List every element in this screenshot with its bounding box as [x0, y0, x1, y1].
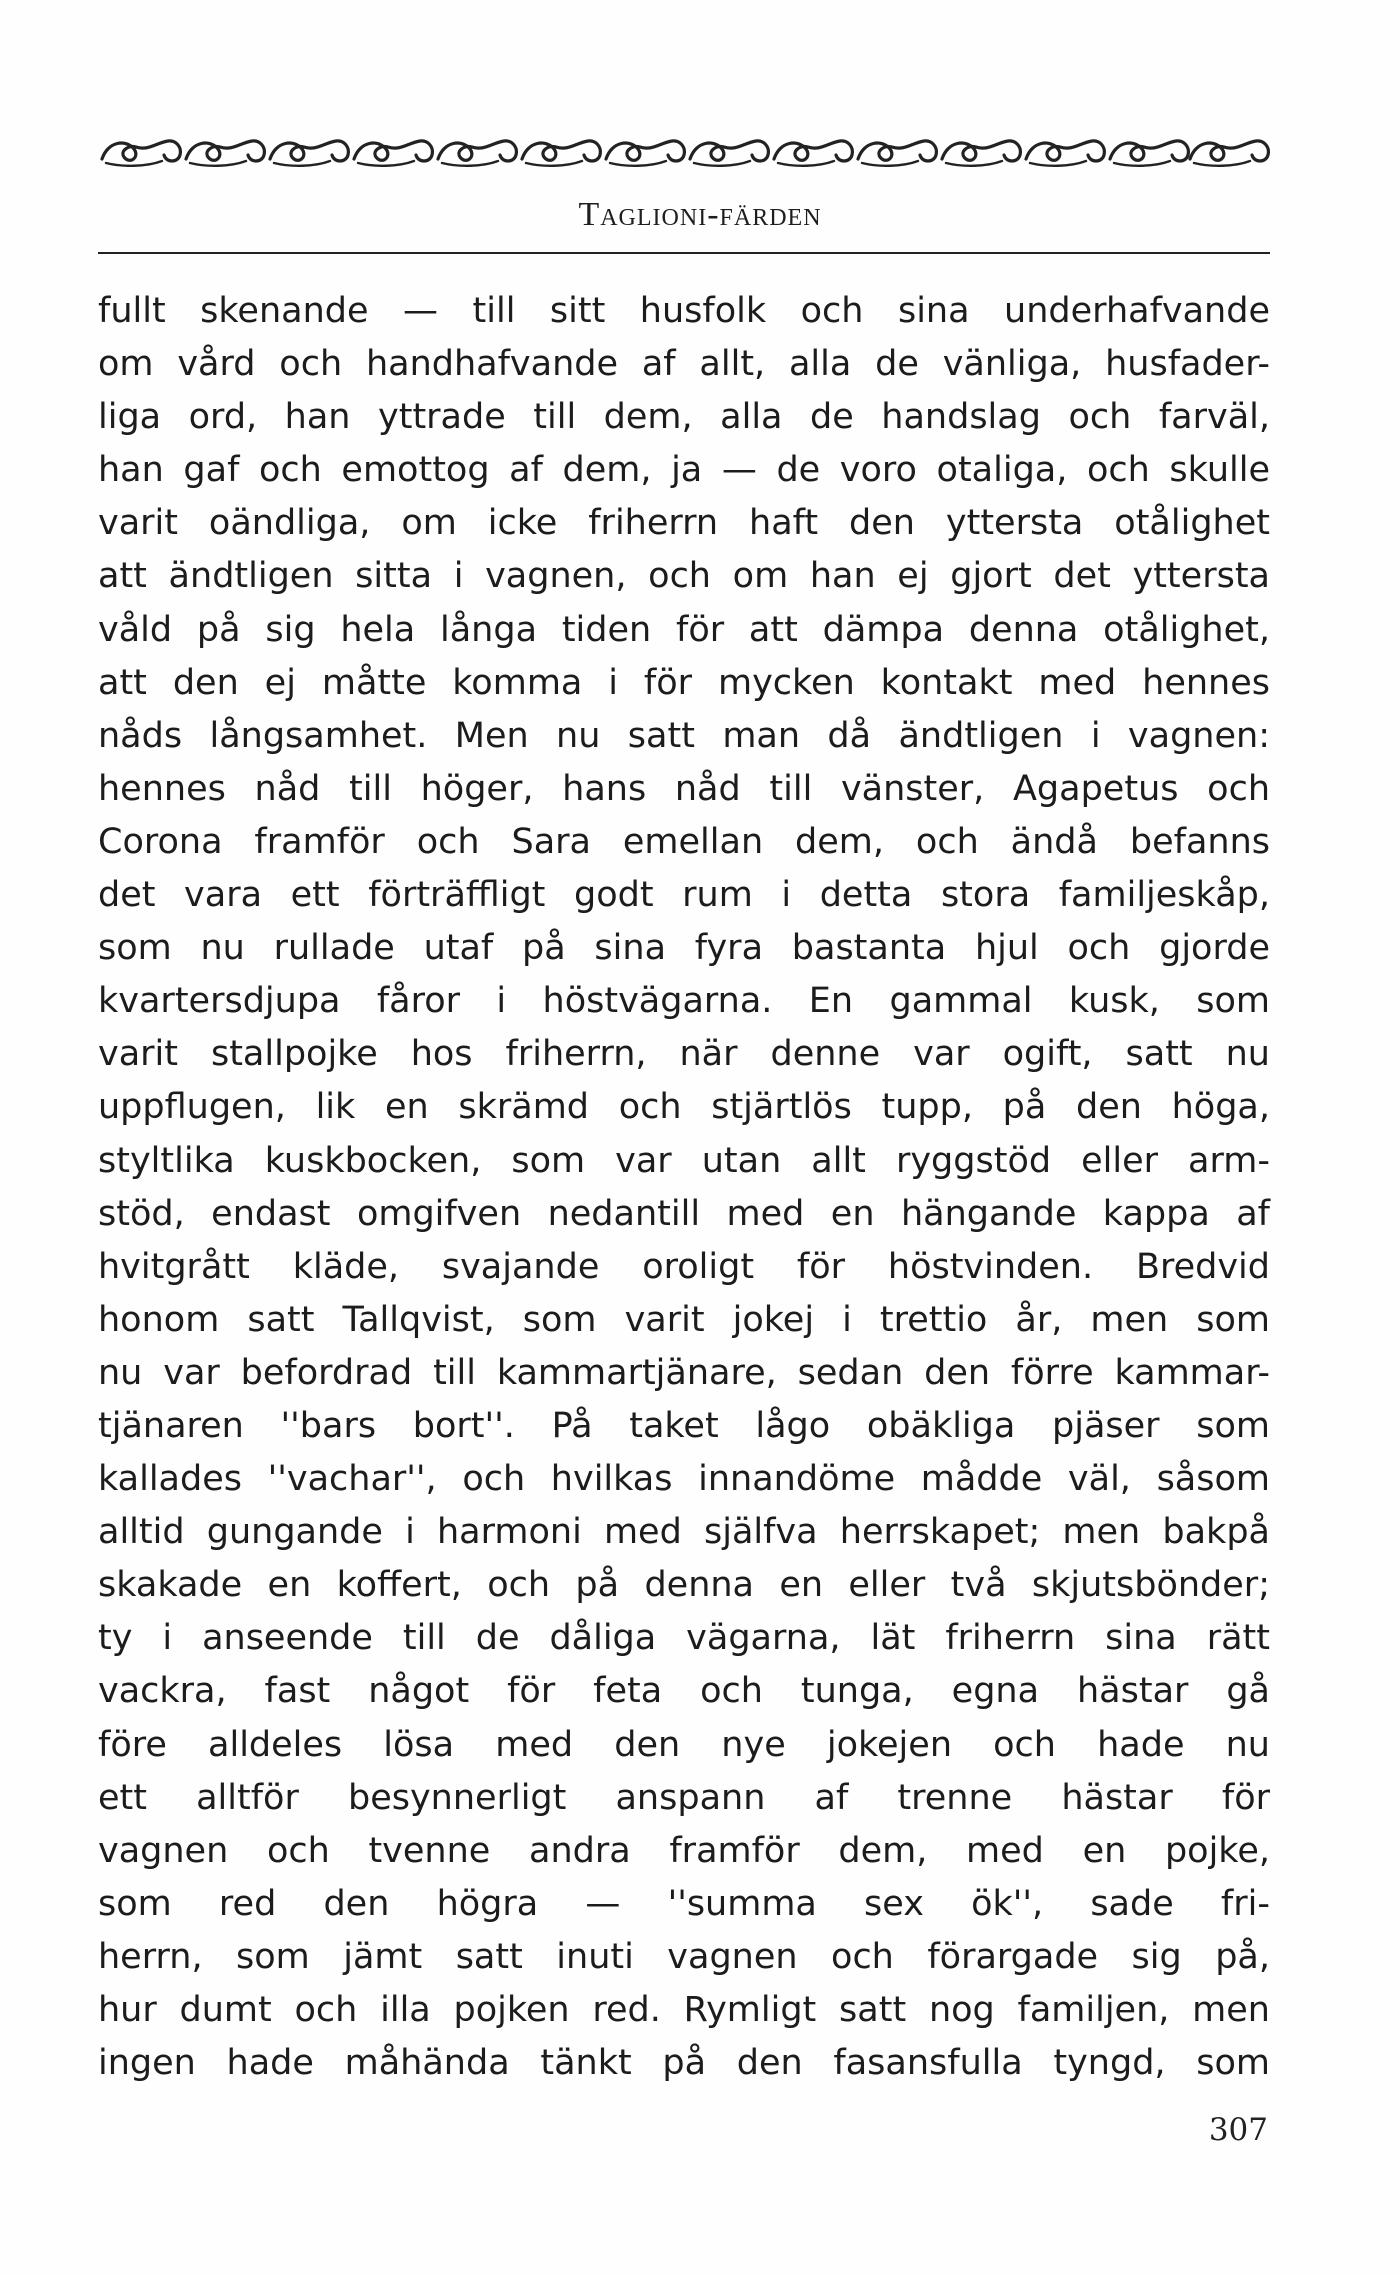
text-line: vackra, fast något för feta och tunga, egna hästar gå: [98, 1671, 1270, 1712]
text-line: som nu rullade utaf på sina fyra bastanta hjul och gjorde: [98, 928, 1270, 969]
text-line: han gaf och emottog af dem, ja — de voro otaliga, och skulle: [98, 450, 1270, 491]
scroll-wave-ornament-icon: [98, 133, 1270, 169]
text-line: våld på sig hela långa tiden för att dämpa denna otålighet,: [98, 609, 1270, 650]
text-line: alltid gungande i harmoni med själfva herrskapet; men bakpå: [98, 1512, 1270, 1553]
text-line: styltlika kuskbocken, som var utan allt ryggstöd eller arm-: [98, 1140, 1270, 1181]
text-line: att den ej måtte komma i för mycken kontakt med hennes: [98, 662, 1270, 703]
text-line: vagnen och tvenne andra framför dem, med en pojke,: [98, 1830, 1270, 1871]
text-line: som red den högra — ''summa sex ök'', sade fri-: [98, 1883, 1270, 1924]
text-line: ty i anseende till de dåliga vägarna, lät friherrn sina rätt: [98, 1618, 1270, 1659]
text-line: varit oändliga, om icke friherrn haft den yttersta otålighet: [98, 503, 1270, 544]
text-line: honom satt Tallqvist, som varit jokej i trettio år, men som: [98, 1299, 1270, 1340]
text-line: stöd, endast omgifven nedantill med en hängande kappa af: [98, 1193, 1270, 1234]
text-line: ingen hade måhända tänkt på den fasansfulla tyngd, som: [98, 2043, 1270, 2084]
running-head-title: Taglioni-färden: [578, 196, 822, 233]
text-line: kvartersdjupa fåror i höstvägarna. En gammal kusk, som: [98, 981, 1270, 1022]
text-line: hennes nåd till höger, hans nåd till vänster, Agapetus och: [98, 768, 1270, 809]
text-line: skakade en koffert, och på denna en eller två skjutsbönder;: [98, 1565, 1270, 1606]
text-line: uppflugen, lik en skrämd och stjärtlös tupp, på den höga,: [98, 1087, 1270, 1128]
page-number: 307: [1208, 2112, 1268, 2148]
text-line: fullt skenande — till sitt husfolk och sina underhafvande: [98, 291, 1270, 331]
text-line: herrn, som jämt satt inuti vagnen och förargade sig på,: [98, 1936, 1270, 1977]
text-line: nu var befordrad till kammartjänare, sedan den förre kammar-: [98, 1352, 1270, 1393]
text-line: före alldeles lösa med den nye jokejen och hade nu: [98, 1724, 1270, 1765]
text-line: nåds långsamhet. Men nu satt man då ändtligen i vagnen:: [98, 715, 1270, 756]
text-line: hvitgrått kläde, svajande oroligt för höstvinden. Bredvid: [98, 1246, 1270, 1287]
text-line: liga ord, han yttrade till dem, alla de handslag och farväl,: [98, 397, 1270, 438]
text-line: tjänaren ''bars bort''. På taket lågo obäkliga pjäser som: [98, 1405, 1270, 1446]
body-text: [98, 285, 1270, 2090]
text-line: att ändtligen sitta i vagnen, och om han ej gjort det yttersta: [98, 556, 1270, 597]
text-line: om vård och handhafvande af allt, alla de vänliga, husfader-: [98, 344, 1270, 385]
text-line: hur dumt och illa pojken red. Rymligt satt nog familjen, men: [98, 1990, 1270, 2030]
text-line: ett alltför besynnerligt anspann af trenne hästar för: [98, 1777, 1270, 1818]
text-line: Corona framför och Sara emellan dem, och ändå befanns: [98, 821, 1270, 862]
text-line: det vara ett förträffligt godt rum i detta stora familjeskåp,: [98, 875, 1270, 916]
text-line: kallades ''vachar'', och hvilkas innandöme mådde väl, såsom: [98, 1459, 1270, 1500]
header-rule: [98, 252, 1270, 254]
text-line: varit stallpojke hos friherrn, när denne var ogift, satt nu: [98, 1034, 1270, 1075]
